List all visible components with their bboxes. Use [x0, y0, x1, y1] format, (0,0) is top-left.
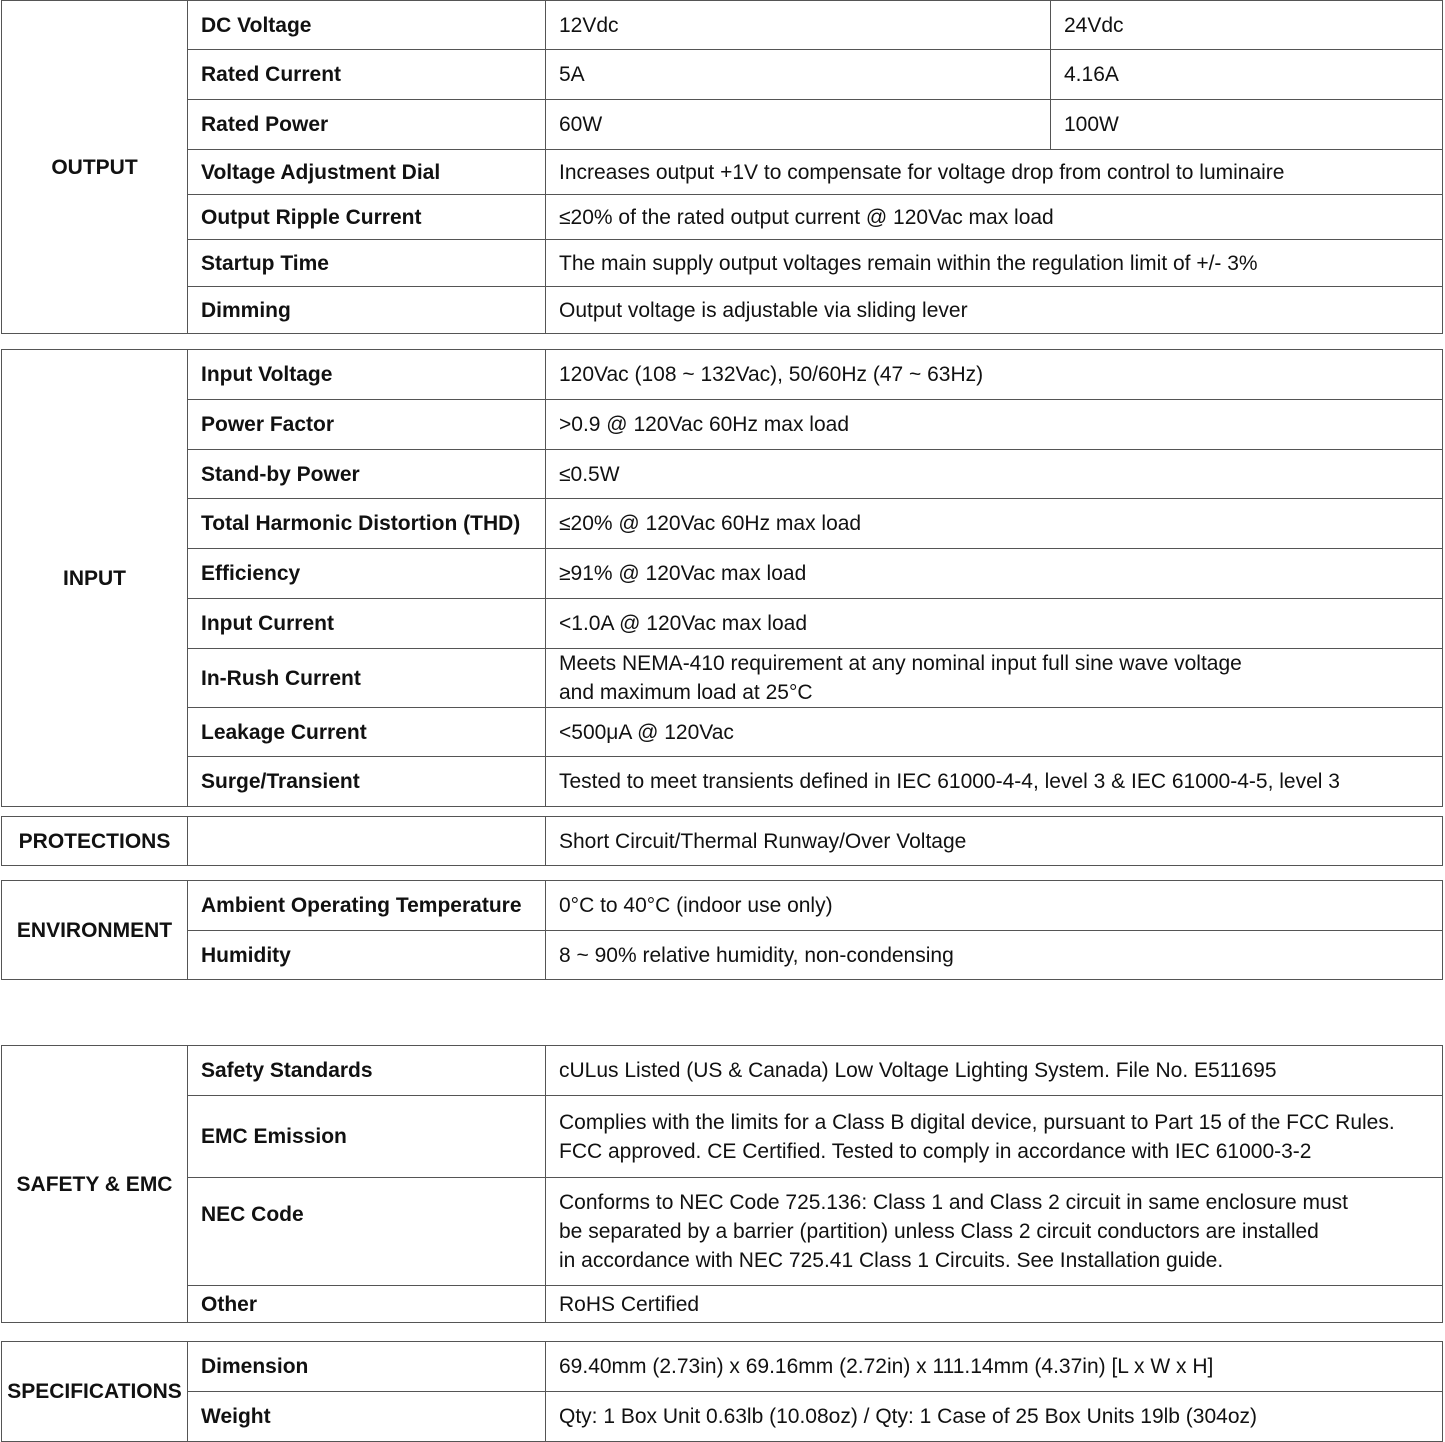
row-label: Total Harmonic Distortion (THD) — [188, 499, 546, 549]
row-label: DC Voltage — [188, 1, 546, 50]
table-row — [2, 708, 1443, 757]
section-title-input: INPUT — [2, 350, 188, 807]
table-row — [2, 549, 1443, 599]
table-row — [2, 599, 1443, 649]
row-label: Weight — [188, 1392, 546, 1442]
table-row — [2, 649, 1443, 708]
row-value: Qty: 1 Box Unit 0.63lb (10.08oz) / Qty: 1 Case of 25 Box Units 19lb (304oz) — [546, 1392, 1443, 1442]
section-title-protections: PROTECTIONS — [2, 817, 188, 866]
row-value: RoHS Certified — [546, 1286, 1443, 1323]
row-label: Voltage Adjustment Dial — [188, 150, 546, 195]
table-row — [2, 1, 1443, 50]
section-title-environment: ENVIRONMENT — [2, 881, 188, 980]
row-value: Meets NEMA-410 requirement at any nominal input full sine wave voltage and maximum load at 25°C — [546, 649, 1443, 708]
row-value: The main supply output voltages remain within the regulation limit of +/- 3% — [546, 240, 1443, 287]
row-value: ≤20% of the rated output current @ 120Vac max load — [546, 195, 1443, 240]
table-row — [2, 100, 1443, 150]
safety-emc-table — [1, 1045, 1443, 1323]
row-label: Humidity — [188, 931, 546, 980]
row-label: Input Current — [188, 599, 546, 649]
row-value-12vdc: 12Vdc — [546, 1, 1051, 50]
table-row — [2, 350, 1443, 400]
row-label: Surge/Transient — [188, 757, 546, 807]
row-value-12vdc: 60W — [546, 100, 1051, 150]
row-label: EMC Emission — [188, 1096, 546, 1178]
row-value: Output voltage is adjustable via sliding lever — [546, 287, 1443, 334]
table-row — [2, 150, 1443, 195]
table-row — [2, 1286, 1443, 1323]
row-value-24vdc: 100W — [1051, 100, 1443, 150]
row-label: Startup Time — [188, 240, 546, 287]
row-value: Complies with the limits for a Class B digital device, pursuant to Part 15 of the FCC Rules. FCC approved. CE Certified. Tested to comply in accordance with IEC 61000-3-2 — [546, 1096, 1443, 1178]
section-title-safety-emc: SAFETY & EMC — [2, 1046, 188, 1323]
row-label: NEC Code — [188, 1178, 546, 1286]
row-value: Increases output +1V to compensate for voltage drop from control to luminaire — [546, 150, 1443, 195]
row-value: cULus Listed (US & Canada) Low Voltage Lighting System. File No. E511695 — [546, 1046, 1443, 1096]
input-table — [1, 349, 1443, 807]
table-row — [2, 757, 1443, 807]
table-row — [2, 287, 1443, 334]
table-row — [2, 1096, 1443, 1178]
row-label: Dimming — [188, 287, 546, 334]
row-label: In-Rush Current — [188, 649, 546, 708]
row-label: Efficiency — [188, 549, 546, 599]
row-label: Stand-by Power — [188, 450, 546, 499]
row-label: Power Factor — [188, 400, 546, 450]
output-table — [1, 0, 1443, 334]
table-row — [2, 400, 1443, 450]
row-label: Rated Current — [188, 50, 546, 100]
table-row — [2, 240, 1443, 287]
row-value: 69.40mm (2.73in) x 69.16mm (2.72in) x 111.14mm (4.37in) [L x W x H] — [546, 1342, 1443, 1392]
table-row — [2, 817, 1443, 866]
row-label: Rated Power — [188, 100, 546, 150]
row-label: Input Voltage — [188, 350, 546, 400]
table-row — [2, 195, 1443, 240]
table-row — [2, 1178, 1443, 1286]
table-row — [2, 881, 1443, 931]
table-row — [2, 931, 1443, 980]
row-value: >0.9 @ 120Vac 60Hz max load — [546, 400, 1443, 450]
table-row — [2, 1342, 1443, 1392]
row-value-12vdc: 5A — [546, 50, 1051, 100]
environment-table — [1, 880, 1443, 980]
protections-table — [1, 816, 1443, 866]
row-label: Leakage Current — [188, 708, 546, 757]
row-value: Conforms to NEC Code 725.136: Class 1 and Class 2 circuit in same enclosure must be separated by a barrier (partition) unless Class 2 circuit conductors are installed in accordance with NEC 725.41 Class 1 Circuits. See Installation guide. — [546, 1178, 1443, 1286]
specifications-table — [1, 1341, 1443, 1442]
row-label: Output Ripple Current — [188, 195, 546, 240]
row-value: 0°C to 40°C (indoor use only) — [546, 881, 1443, 931]
row-label: Dimension — [188, 1342, 546, 1392]
table-row — [2, 1392, 1443, 1442]
row-value: ≤0.5W — [546, 450, 1443, 499]
row-value: ≥91% @ 120Vac max load — [546, 549, 1443, 599]
row-value: ≤20% @ 120Vac 60Hz max load — [546, 499, 1443, 549]
row-label — [188, 817, 546, 866]
table-row — [2, 1046, 1443, 1096]
row-value: 120Vac (108 ~ 132Vac), 50/60Hz (47 ~ 63Hz) — [546, 350, 1443, 400]
table-row — [2, 499, 1443, 549]
section-title-output: OUTPUT — [2, 1, 188, 334]
table-row — [2, 50, 1443, 100]
row-value: Short Circuit/Thermal Runway/Over Voltage — [546, 817, 1443, 866]
section-title-specifications: SPECIFICATIONS — [2, 1342, 188, 1442]
row-label: Other — [188, 1286, 546, 1323]
row-label: Safety Standards — [188, 1046, 546, 1096]
row-label: Ambient Operating Temperature — [188, 881, 546, 931]
row-value-24vdc: 4.16A — [1051, 50, 1443, 100]
row-value: <500μA @ 120Vac — [546, 708, 1443, 757]
table-row — [2, 450, 1443, 499]
row-value: <1.0A @ 120Vac max load — [546, 599, 1443, 649]
row-value: Tested to meet transients defined in IEC 61000-4-4, level 3 & IEC 61000-4-5, level 3 — [546, 757, 1443, 807]
row-value: 8 ~ 90% relative humidity, non-condensing — [546, 931, 1443, 980]
row-value-24vdc: 24Vdc — [1051, 1, 1443, 50]
